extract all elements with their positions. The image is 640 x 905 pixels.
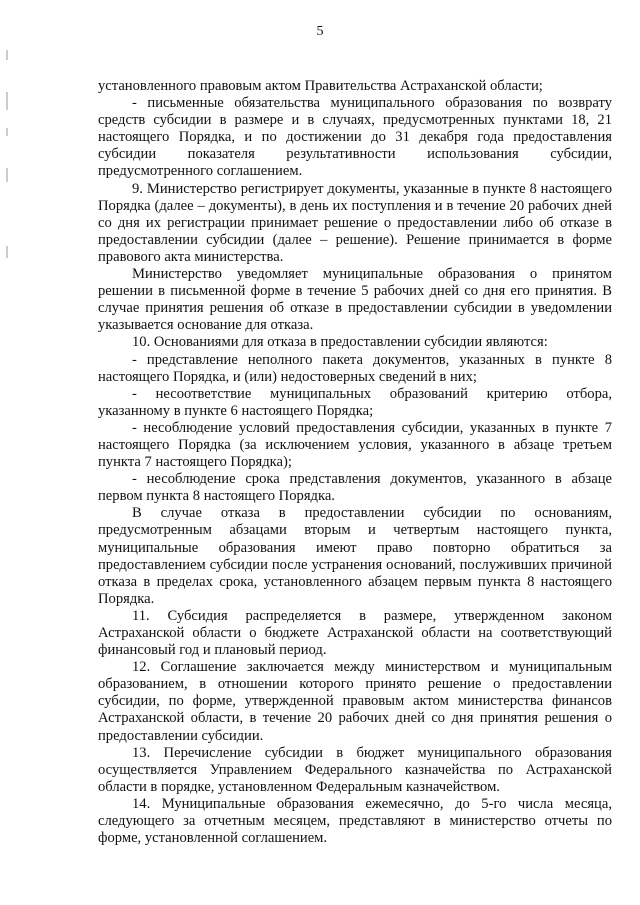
paragraph-notification: Министерство уведомляет муниципальные образования о принятом решении в письменной форме в течение 5 рабочих дней со дня его принятия. В случае принятия решения об отказе в предоставлении субсидии в уведомлении указывается основание для отказа. [98,266,612,334]
list-item-conditions-violation: - несоблюдение условий предоставления субсидии, указанных в пункте 7 настоящего Порядка (за исключением условия, указанного в абзаце третьем пункта 7 настоящего Порядка); [98,419,612,471]
list-item-incomplete-documents: - представление неполного пакета документов, указанных в пункте 8 настоящего Порядка, и (или) недостоверных сведений в них; [98,351,612,385]
paragraph-continuation: установленного правовым актом Правительства Астраханской области; [98,78,543,94]
list-item-criteria-mismatch: - несоответствие муниципальных образований критерию отбора, указанному в пункте 6 настоящего Порядка; [98,385,612,419]
paragraph-clause-12: 12. Соглашение заключается между министерством и муниципальным образованием, в отношении которого принято решение о предоставлении субсидии, по форме, утвержденной правовым актом министерства финансов Астраханской области, в течение 20 рабочих дней со дня принятия решения о предоставлении субсидии. [98,659,612,744]
paragraph-reapplication: В случае отказа в предоставлении субсидии по основаниям, предусмотренным абзацами вторым и четвертым настоящего пункта, муниципальные образования имеют право повторно обратиться за предоставлением субсидии после устранения оснований, послуживших причиной отказа в пределах срока, установленного абзацем первым пункта 8 настоящего Порядка. [98,505,612,607]
document-body [98,78,612,847]
scan-margin-marks [6,0,10,905]
paragraph-clause-14: 14. Муниципальные образования ежемесячно, до 5-го числа месяца, следующего за отчетным месяцем, представляют в министерство отчеты по форме, установленной соглашением. [98,795,612,847]
list-item-deadline-violation: - несоблюдение срока представления документов, указанного в абзаце первом пункта 8 настоящего Порядка. [98,471,612,505]
paragraph-clause-13: 13. Перечисление субсидии в бюджет муниципального образования осуществляется Управлением Федерального казначейства по Астраханской области в порядке, установленном Федеральным казначейством. [98,744,612,795]
paragraph-clause-9: 9. Министерство регистрирует документы, указанные в пункте 8 настоящего Порядка (далее – документы), в день их поступления и в течение 20 рабочих дней со дня их регистрации принимает решение о предоставлении либо об отказе в предоставлении субсидии (далее – решение). Решение принимается в форме правового акта министерства. [98,180,612,265]
list-item-obligations: - письменные обязательства муниципального образования по возврату средств субсидии в размере и в случаях, предусмотренных пунктами 18, 21 настоящего Порядка, и по достижении до 31 декабря года предоставления субсидии показателя результативности использования субсидии, предусмотренного соглашением. [98,95,612,180]
page-number: 5 [316,24,324,39]
paragraph-clause-11: 11. Субсидия распределяется в размере, утвержденном законом Астраханской области о бюджете Астраханской области на соответствующий финансовый год и плановый период. [98,607,612,659]
paragraph-clause-10: 10. Основаниями для отказа в предоставлении субсидии являются: [132,334,548,351]
